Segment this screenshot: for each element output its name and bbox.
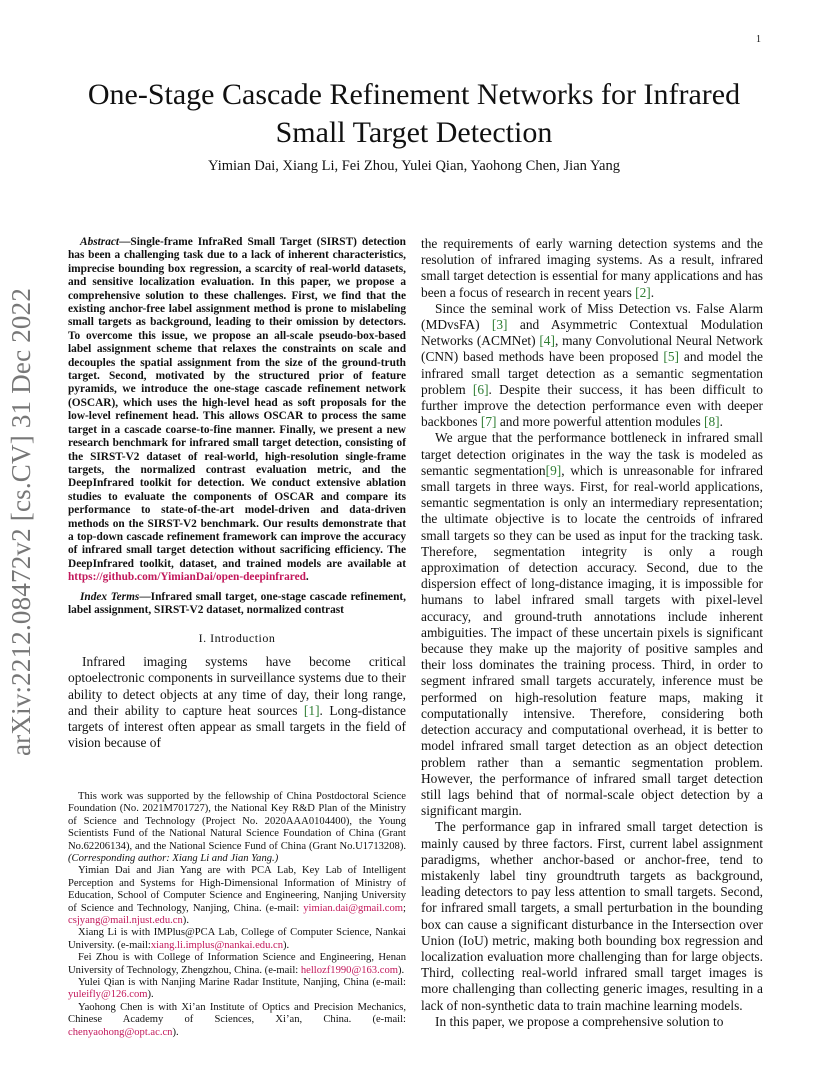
email-chen[interactable]: chenyaohong@opt.ac.cn — [68, 1026, 173, 1038]
citation-8[interactable]: [8] — [704, 414, 720, 430]
email-zhou[interactable]: hellozf1990@163.com — [300, 964, 398, 976]
p1-end: . — [650, 284, 655, 300]
corresponding-author-note: (Corresponding author: Xiang Li and Jian Yang.) — [68, 852, 279, 864]
p2-text-d: and model the infrared small target detection as a semantic segmentation problem — [421, 349, 763, 397]
close-paren: ). — [398, 964, 405, 976]
p1-text: the requirements of early warning detection systems and the resolution of infrared imaging systems. As a result, infrared small target detection is essential for many applications and has been a focus of research in recent years — [421, 236, 763, 300]
email-li[interactable]: xiang.li.implus@nankai.edu.cn — [150, 939, 284, 951]
index-terms — [68, 591, 406, 618]
intro-text-a: Infrared imaging systems have become critical optoelectronic components in surveillance systems due to their ability to detect objects at any time of day, their long range, and their ability to capture heat sources — [68, 654, 406, 718]
citation-3[interactable]: [3] — [491, 317, 508, 333]
footnote-qian — [68, 977, 406, 1002]
p3-text-a: We argue that the performance bottleneck in infrared small target detection originates in the way the task is modeled as semantic segmentation — [421, 430, 763, 478]
p2-end: . — [719, 414, 723, 430]
email-qian[interactable]: yuleifly@126.com — [68, 989, 148, 1001]
citation-1[interactable]: [1] — [303, 702, 320, 718]
close-paren: ). — [172, 1026, 179, 1038]
citation-2[interactable]: [2] — [635, 284, 651, 300]
paragraph-4: The performance gap in infrared small target detection is mainly caused by three factors. First, current label assignment paradigms, whether anchor-based or anchor-free, tend to mistakenly label tiny groundtruth targets as background, leading detectors to pay less attention to small targets. Second, for infrared small targets, a small perturbation in the bounding box can cause a significant disturbance in the Intersection over Union (IoU) metric, making both bounding box regression and localization evaluation more challenging than for large objects. Third, collecting real-world infrared small target images is more challenging than collecting generic images, resulting in a lack of non-synthetic data to train machine learning models. — [421, 819, 763, 1013]
p2-text-a: Since the seminal work of Miss Detection vs. False Alarm (MDvsFA) — [421, 300, 763, 333]
footnote-dai-yang — [68, 865, 406, 927]
author-list: Yimian Dai, Xiang Li, Fei Zhou, Yulei Qian, Yaohong Chen, Jian Yang — [208, 158, 620, 174]
paragraph-3 — [421, 430, 763, 819]
p2-text-c: , many Convolutional Neural Network (CNN) based methods have been proposed — [421, 333, 763, 365]
citation-5[interactable]: [5] — [663, 349, 679, 365]
citation-6[interactable]: [6] — [472, 381, 489, 397]
email-yang[interactable]: csjyang@mail.njust.edu.cn — [68, 915, 183, 926]
paragraph-5: In this paper, we propose a comprehensive solution to — [435, 1013, 724, 1029]
paragraph-1 — [421, 236, 763, 301]
affiliation-zhou: Fei Zhou is with College of Information Science and Engineering, Henan University of Technology, Zhengzhou, China. (e-mail: — [68, 952, 406, 976]
index-terms-label: Index Terms — [80, 590, 140, 603]
close-paren: ). — [147, 989, 154, 1001]
email-dai[interactable]: yimian.dai@gmail.com — [303, 902, 404, 914]
page-number: 1 — [756, 34, 761, 45]
left-column — [68, 236, 406, 1039]
index-terms-text: —Infrared small target, one-stage cascade refinement, label assignment, SIRST-V2 dataset, normalized contrast — [68, 590, 406, 616]
p2-text-f: and more powerful attention modules — [496, 414, 705, 430]
close-paren: ). — [182, 915, 189, 926]
funding-text: This work was supported by the fellowship of China Postdoctoral Science Foundation (No. 2021M701727), the National Key R&D Plan of the Ministry of Science and Technology (Project No. 2020AAA0104400), the Young Scientists Fund of the National Natural Science Foundation of China (Grant No.62206134), and the National Science Fund of China (Grant No.U1713208). — [68, 790, 406, 852]
intro-text-b: . Long-distance targets of interest often appear as small targets in the field of vision because of — [68, 702, 406, 750]
citation-4[interactable]: [4] — [539, 333, 555, 349]
footnote-funding — [68, 791, 406, 865]
footnotes — [68, 791, 406, 1039]
abstract-end: . — [305, 571, 309, 584]
affiliation-li: Xiang Li is with IMPlus@PCA Lab, College of Computer Science, Nankai University. (e-mail: — [68, 927, 406, 951]
abstract — [68, 236, 406, 585]
email-separator: ; — [403, 902, 406, 914]
p2-text-e: . Despite their success, it has been difficult to further improve the detection performance even with deeper backbones — [421, 381, 763, 430]
close-paren: ). — [283, 939, 290, 951]
citation-9[interactable]: [9] — [545, 462, 562, 478]
abstract-label: Abstract — [80, 236, 120, 248]
section-heading-introduction: I. Introduction — [198, 631, 276, 646]
p2-text-b: and Asymmetric Contextual Modulation Networks (ACMNet) — [421, 317, 763, 349]
affiliation-chen: Yaohong Chen is with Xi’an Institute of Optics and Precision Mechanics, Chinese Academy of Sciences, Xi’an, China. (e-mail: — [68, 1001, 406, 1026]
right-column — [421, 236, 763, 1030]
p3-text-b: , which is unreasonable for infrared small targets in three ways. First, for real-world applications, semantic segmentation is only an intermediary representation; the ultimate objective is to locate the centroids of infrared small targets so they can be used as input for the tracking task. Therefore, segmentation integrity is only a rough approximation of detection accuracy. Second, due to the dispersion effect of long-distance imaging, it is impossible for humans to label infrared small targets with pixel-level accuracy, and ground-truth annotations include inherent ambiguities. The impact of these uncertain pixels is significant because they make up the majority of positive samples and their loss dominates the training process. Third, in order to segment infrared small targets accurately, inference must be performed on high-resolution feature maps, making it computationally intensive. Therefore, considering both detection accuracy and computational overhead, it is better to model infrared small target detection as an object detection problem rather than a semantic segmentation problem. However, the performance of infrared small target detection still lags behind that of normal-scale object detection by a significant margin. — [421, 462, 764, 819]
affiliation-dai-yang: Yimian Dai and Jian Yang are with PCA Lab, Key Lab of Intelligent Perception and Systems for High-Dimensional Information of Ministry of Education, School of Computer Science and Engineering, Nanjing University of Science and Technology, Nanjing, China. (e-mail: — [68, 865, 406, 914]
footnote-li — [68, 927, 406, 952]
citation-7[interactable]: [7] — [480, 414, 497, 430]
intro-paragraph — [68, 654, 406, 751]
arxiv-identifier: arXiv:2212.08472v2 [cs.CV] 31 Dec 2022 — [6, 287, 36, 756]
footnote-chen — [68, 1002, 406, 1039]
abstract-text: —Single-frame InfraRed Small Target (SIRST) detection has been a challenging task due to a lack of inherent characteristics, imprecise bounding box regression, a scarcity of real-world datasets, and sensitive localization evaluation. In this paper, we propose a comprehensive solution to these challenges. First, we find that the existing anchor-free label assignment method is prone to mislabeling small targets as background, leading to their omission by detectors. To overcome this issue, we propose an all-scale pseudo-box-based label assignment scheme that relaxes the constraints on scale and decouples the spatial assignment from the size of the ground-truth target. Second, motivated by the structured prior of feature pyramids, we introduce the one-stage cascade refinement network (OSCAR), which uses the high-level head as soft proposals for the low-level refinement head. This allows OSCAR to process the same target in a cascade coarse-to-fine manner. Finally, we present a new research benchmark for infrared small target detection, consisting of the SIRST-V2 dataset of real-world, high-resolution single-frame targets, the normalized contrast evaluation metric, and the DeepInfrared toolkit for detection. We conduct extensive ablation studies to evaluate the components of OSCAR and compare its performance to state-of-the-art model-driven and data-driven methods on the SIRST-V2 benchmark. Our results demonstrate that a top-down cascade refinement framework can improve the accuracy of infrared small target detection without sacrificing efficiency. The DeepInfrared toolkit, dataset, and trained models are available at — [68, 236, 406, 570]
paragraph-2 — [421, 301, 763, 431]
affiliation-qian: Yulei Qian is with Nanjing Marine Radar Institute, Nanjing, China (e-mail: — [78, 977, 406, 989]
footnote-zhou — [68, 952, 406, 977]
paper-title: One-Stage Cascade Refinement Networks for Infrared Small Target Detection — [87, 78, 741, 149]
repository-link[interactable]: https://github.com/YimianDai/open-deepinfrared — [68, 571, 306, 584]
